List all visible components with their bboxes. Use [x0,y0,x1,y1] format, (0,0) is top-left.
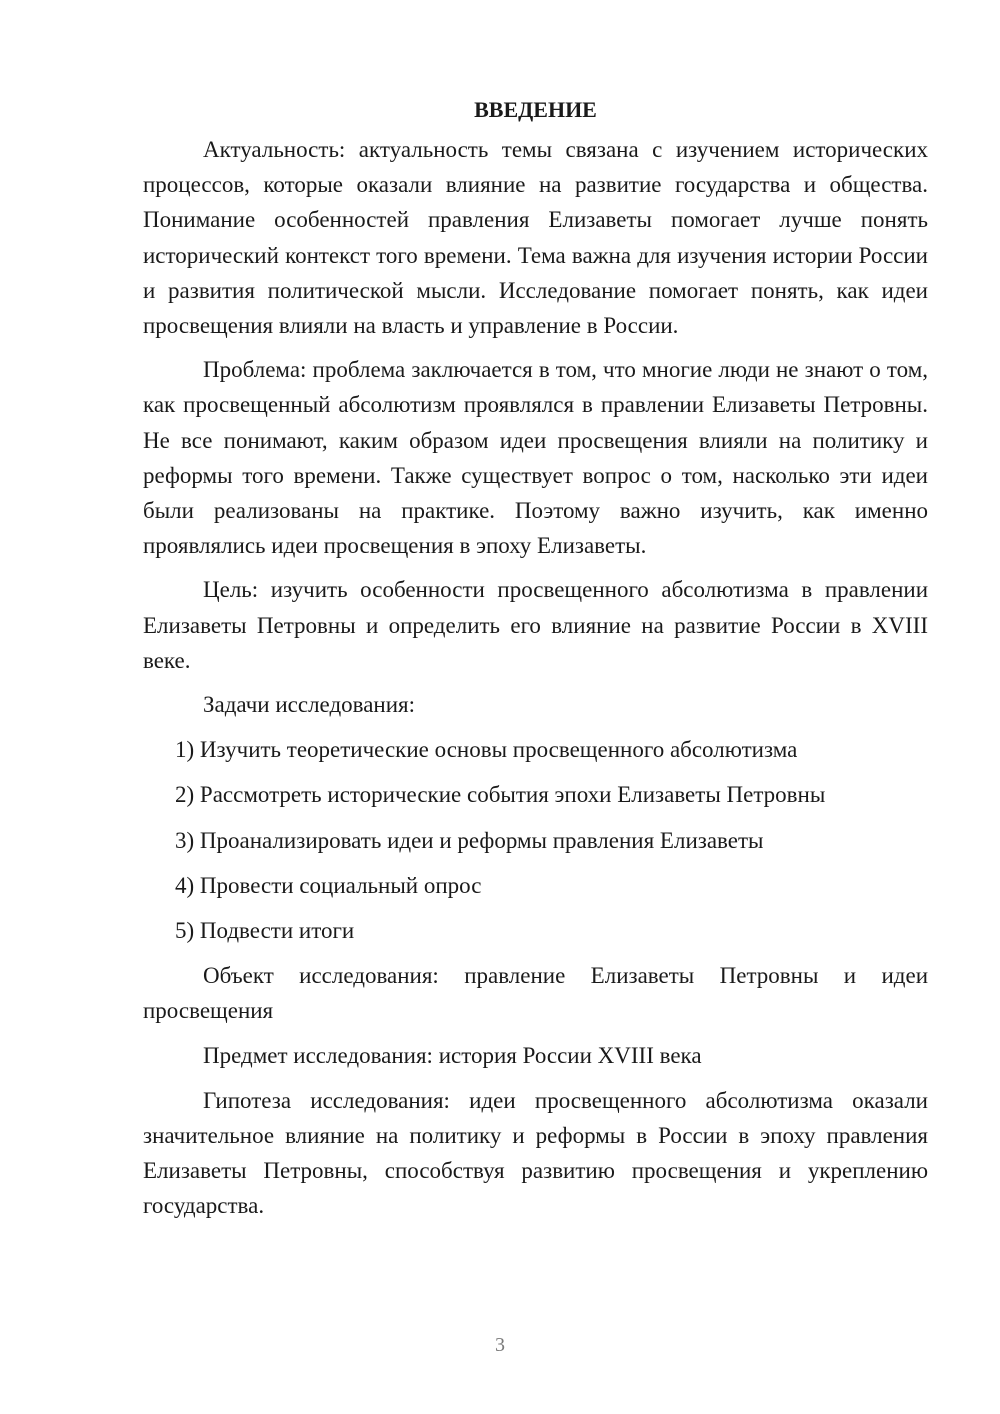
task-item: 3) Проанализировать идеи и реформы правления Елизаветы [175,827,764,853]
relevance-paragraph: Актуальность: актуальность темы связана с изучением исторических процессов, которые оказали влияние на развитие государства и общества. Понимание особенностей правления Елизаветы помогает лучше понять исторический контекст того времени. Тема важна для изучения истории России и развития политической мысли. Исследование помогает понять, как идеи просвещения влияли на власть и управление в России. [143,137,928,339]
problem-paragraph: Проблема: проблема заключается в том, что многие люди не знают о том, как просвещенный абсолютизм проявлялся в правлении Елизаветы Петровны. Не все понимают, каким образом идеи просвещения влияли на политику и реформы того времени. Также существует вопрос о том, насколько эти идеи были реализованы на практике. Поэтому важно изучить, как именно проявлялись идеи просвещения в эпоху Елизаветы. [143,357,928,559]
tasks-heading: Задачи исследования: [203,692,416,718]
subject-paragraph: Предмет исследования: история России XVIII века [203,1042,702,1068]
task-item: 4) Провести социальный опрос [175,872,482,898]
task-item: 5) Подвести итоги [175,918,355,944]
goal-paragraph: Цель: изучить особенности просвещенного абсолютизма в правлении Елизаветы Петровны и определить его влияние на развитие России в XVIII веке. [143,577,928,673]
task-item: 2) Рассмотреть исторические события эпохи Елизаветы Петровны [175,782,826,808]
object-paragraph: Объект исследования: правление Елизаветы Петровны и идеи просвещения [143,963,928,1024]
task-item: 1) Изучить теоретические основы просвещенного абсолютизма [175,737,798,763]
hypothesis-paragraph: Гипотеза исследования: идеи просвещенного абсолютизма оказали значительное влияние на политику и реформы в России в эпоху правления Елизаветы Петровны, способствуя развитию просвещения и укреплению государства. [143,1087,928,1219]
page-number: 3 [495,1334,505,1356]
section-title: ВВЕДЕНИЕ [474,97,597,122]
page-content [143,92,928,1233]
tasks-list [143,732,928,948]
